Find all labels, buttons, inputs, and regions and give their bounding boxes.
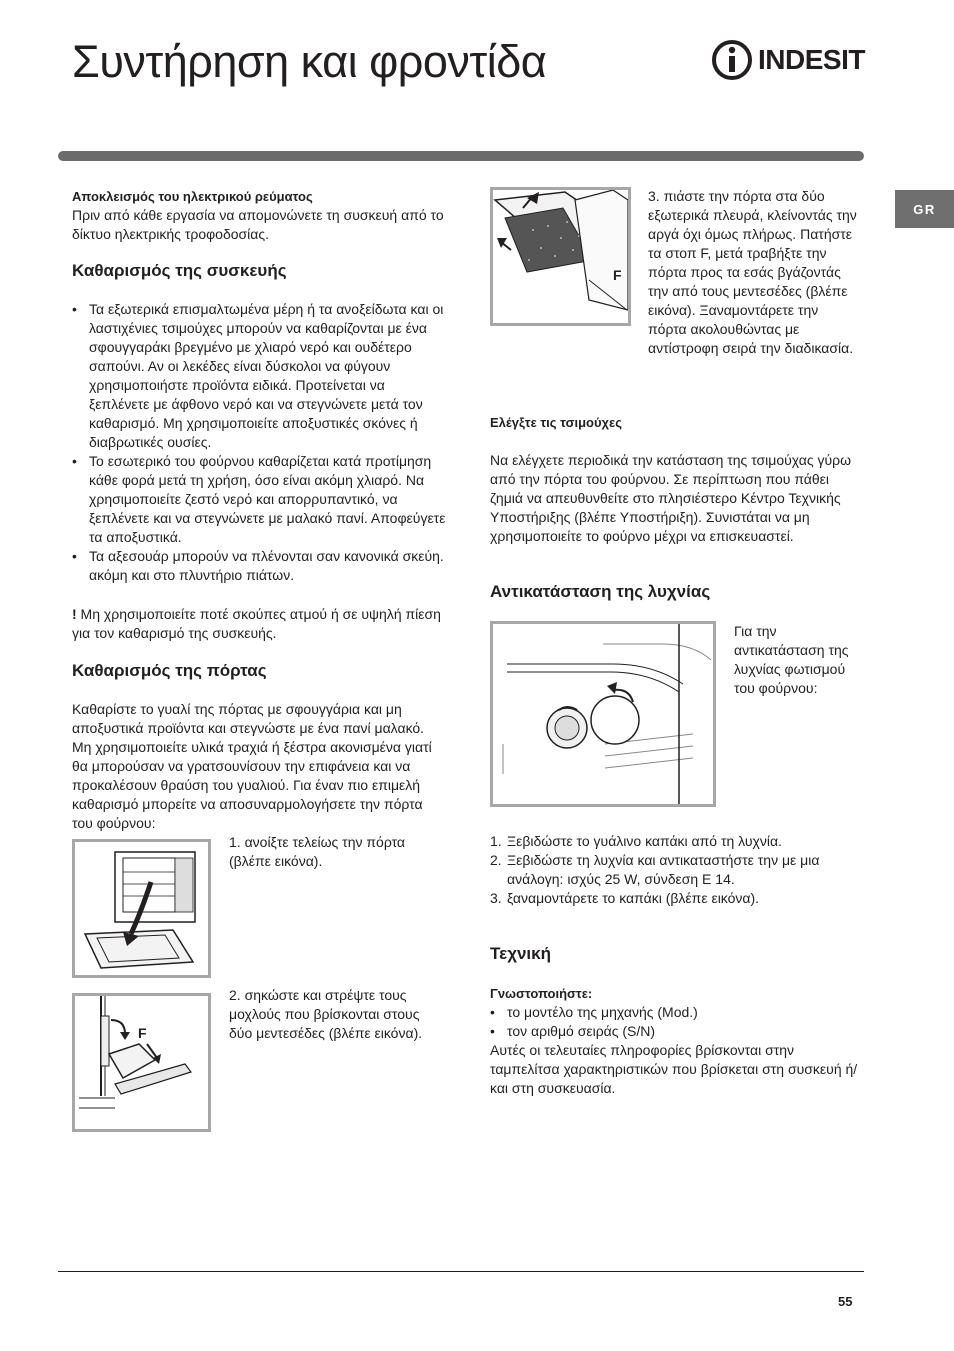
page-title: Συντήρηση και φροντίδα [72,36,547,87]
warning-mark: ! [72,606,77,622]
list-item: 1. Ξεβιδώστε το γυάλινο καπάκι από τη λυχνία. [490,833,782,849]
cleaning-list [72,300,447,585]
notify-list [490,1003,862,1041]
step-2: 2. σηκώστε και στρέψτε τους μοχλούς που βρίσκονται στους δύο μεντεσέδες (βλέπε εικόνα). [229,987,423,1041]
brand-logo [712,38,864,82]
cleaning-heading: Καθαρισμός της συσκευής [72,261,287,280]
list-item: • Τα αξεσουάρ μπορούν να πλένονται σαν κανονικά σκεύη. ακόμη και στο πλυντήριο πιάτων. [72,547,447,585]
page-number: 55 [838,1294,853,1309]
step-1: 1. ανοίξτε τελείως την πόρτα (βλέπε εικόνα). [229,834,406,869]
notify-title: Γνωστοποιήστε: [490,986,593,1001]
seals-title: Ελέγξτε τις τσιμούχες [490,415,622,430]
list-item: • τον αριθμό σειράς (S/N) [490,1022,862,1041]
remove-door-figure [490,187,631,326]
warning-note [72,605,447,643]
tech-heading: Τεχνική [490,944,552,963]
figure-label-f: F [138,1025,147,1041]
list-item: • Το εσωτερικό του φούρνου καθαρίζεται κατά προτίμηση κάθε φορά μετά τη χρήση, όσο είναι ακόμη χλιαρό. Να χρησιμοποιείτε ζεστό νερό και απορρυπαντικό, να ξεπλένετε και να στεγνώνετε με μαλακό πανί. Αποφεύγετε τα αποξυστικά. [72,452,447,547]
footer-divider [58,1271,864,1272]
power-text: Πριν από κάθε εργασία να απομονώνετε τη συσκευή από το δίκτυο ηλεκτρικής τροφοδοσίας. [72,207,444,242]
list-item: • το μοντέλο της μηχανής (Mod.) [490,1003,862,1022]
lamp-intro: Για την αντικατάσταση της λυχνίας φωτισμού του φούρνου: [734,623,849,696]
brand-name: INDESIT [758,44,865,75]
list-item: 3. ξαναμοντάρετε το καπάκι (βλέπε εικόνα). [490,890,760,906]
step-3: 3. πιάστε την πόρτα στα δύο εξωτερικά πλευρά, κλείνοντάς την αργά όχι όμως πλήρως. Πατήστε τα στοπ F, μετά τραβήξτε την πόρτα προς τα εσάς βγάζοντάς την από τους μεντεσέδες (βλέπε εικόνα). Ξαναμοντάρετε την πόρτα ακολουθώντας με αντίστροφη σειρά την διαδικασία. [648,188,857,356]
power-title: Αποκλεισμός του ηλεκτρικού ρεύματος [72,189,313,204]
lamp-heading: Αντικατάσταση της λυχνίας [490,582,711,601]
door-text: Καθαρίστε το γυαλί της πόρτας με σφουγγάρια και μη αποξυστικά προϊόντα και στεγνώστε με ένα πανί μαλακό. Μη χρησιμοποιείτε υλικά τραχιά ή ξέστρα ακονισμένα γιατί θα μπορούσαν να γρατσουνίσουν την επιφάνεια και να προκαλέσουν θραύση του γυαλιού. Για έναν πιο επιμελή καθαρισμό μπορείτε να αποσυναρμολογήσετε την πόρτα του φούρνου: [72,701,432,831]
open-door-figure [72,839,211,978]
figure-label-f: F [613,267,622,283]
hinge-lever-figure [72,993,211,1132]
header-divider [58,151,864,161]
lamp-steps [490,832,862,908]
language-tab: GR [895,190,954,228]
warning-text: Μη χρησιμοποιείτε ποτέ σκούπες ατμού ή σε υψηλή πίεση για τον καθαρισμό της συσκευής. [72,606,441,641]
seals-text: Να ελέγχετε περιοδικά την κατάσταση της τσιμούχας γύρω από την πόρτα του φούρνου. Σε περίπτωση που πάθει ζημιά να απευθυνθείτε στο πλησιέστερο Κέντρο Τεχνικής Υποστήριξης (βλέπε Υποστήριξη). Συνιστάται να μη χρησιμοποιείτε το φούρνο μέχρι να επισκευαστεί. [490,452,852,544]
door-heading: Καθαρισμός της πόρτας [72,661,267,680]
notify-text: Αυτές οι τελευταίες πληροφορίες βρίσκονται στην ταμπελίτσα χαρακτηριστικών που βρίσκεται στη συσκευή ή/και στη συσκευασία. [490,1042,858,1096]
indesit-i-icon [712,38,756,82]
list-item: • Τα εξωτερικά επισμαλτωμένα μέρη ή τα ανοξείδωτα και οι λαστιχένιες τσιμούχες μπορούν να καθαρίζονται με ένα σφουγγαράκι βρεγμένο με χλιαρό νερό και ουδέτερο σαπούνι. Αν οι λεκέδες είναι δύσκολοι να φύγουν χρησιμοποιήστε προϊόντα ειδικά. Προτείνεται να ξεπλένετε με άφθονο νερό και να στεγνώνετε μετά τον καθαρισμό. Μη χρησιμοποιείτε αποξυστικές σκόνες ή διαβρωτικές ουσίες. [72,300,447,452]
lamp-figure [490,621,716,807]
list-item: 2. Ξεβιδώστε τη λυχνία και αντικαταστήστε την με μια ανάλογη: ισχύς 25 W, σύνδεση E 14. [490,852,820,887]
